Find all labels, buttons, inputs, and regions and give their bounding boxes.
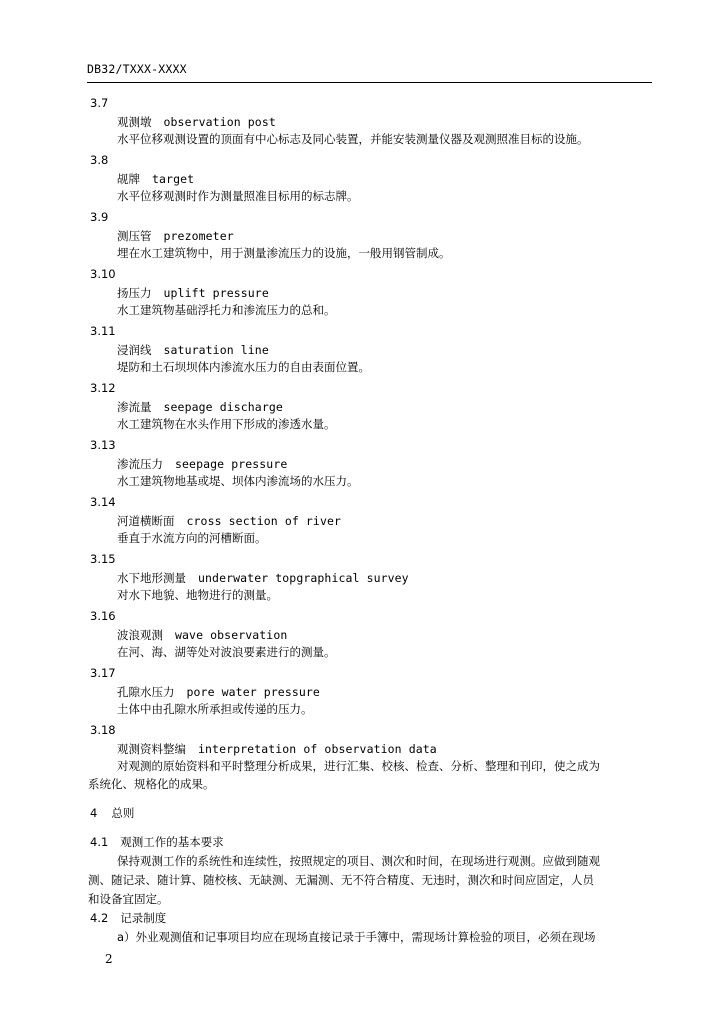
term — [117, 684, 320, 700]
term — [117, 228, 234, 244]
term-cn: 扬压力 — [117, 286, 152, 300]
definition: 水平位移观测设置的顶面有中心标志及同心装置，并能安装测量仪器及观测照准目标的设施。 — [117, 132, 589, 146]
definition: 对水下地貌、地物进行的测量。 — [117, 588, 278, 602]
term — [117, 285, 269, 301]
term-cn: 孔隙水压力 — [117, 685, 175, 699]
paragraph-line: 保持观测工作的系统性和连续性，按照规定的项目、测次和时间，在现场进行观测。应做到随观 — [117, 854, 600, 868]
term — [117, 399, 283, 415]
clause-number: 3.9 — [90, 210, 109, 224]
term — [117, 570, 409, 586]
term — [117, 741, 437, 757]
definition: 堤防和土石坝坝体内渗流水压力的自由表面位置。 — [117, 360, 370, 374]
definition: 在河、海、湖等处对波浪要素进行的测量。 — [117, 645, 336, 659]
definition: 水工建筑物在水头作用下形成的渗透水量。 — [117, 417, 336, 431]
clause-number: 3.12 — [90, 381, 116, 395]
term-cn: 波浪观测 — [117, 628, 163, 642]
term-cn: 渗流压力 — [117, 457, 163, 471]
term-en: underwater topgraphical survey — [198, 571, 409, 585]
term-cn: 测压管 — [117, 229, 152, 243]
clause-number: 3.15 — [90, 552, 116, 566]
term — [117, 114, 276, 130]
term-cn: 观测资料整编 — [117, 742, 186, 756]
clause-number: 3.14 — [90, 495, 116, 509]
subsection-title: 观测工作的基本要求 — [120, 835, 224, 849]
term-cn: 水下地形测量 — [117, 571, 186, 585]
term-cn: 观测墩 — [117, 115, 152, 129]
standard-code: DB32/TXXX-XXXX — [87, 62, 187, 76]
term-en: target — [152, 172, 195, 186]
term-en: saturation line — [163, 343, 269, 357]
term-en: observation post — [163, 115, 276, 129]
term-en: pore water pressure — [186, 685, 320, 699]
subsection-heading — [90, 834, 224, 850]
page-number: 2 — [105, 952, 113, 966]
subsection-title: 记录制度 — [120, 911, 167, 925]
term — [117, 456, 287, 472]
definition: 对观测的原始资料和平时整理分析成果，进行汇集、校核、检查、分析、整理和刊印，使之成为 — [117, 759, 600, 773]
definition: 水工建筑物地基或堤、坝体内渗流场的水压力。 — [117, 474, 359, 488]
clause-number: 3.16 — [90, 609, 116, 623]
term — [117, 627, 287, 643]
clause-number: 3.11 — [90, 324, 116, 338]
term — [117, 513, 341, 529]
subsection-heading — [90, 910, 166, 926]
term-en: interpretation of observation data — [198, 742, 437, 756]
paragraph-line: 和设备宜固定。 — [88, 892, 169, 906]
clause-number: 3.18 — [90, 723, 116, 737]
definition: 水平位移观测时作为测量照准目标用的标志牌。 — [117, 189, 359, 203]
term-en: seepage discharge — [163, 400, 283, 414]
clause-number: 3.7 — [90, 96, 109, 110]
term-cn: 浸润线 — [117, 343, 152, 357]
definition: 垂直于水流方向的河槽断面。 — [117, 531, 267, 545]
term-en: seepage pressure — [175, 457, 288, 471]
section-number: 4 — [90, 806, 98, 820]
term — [117, 171, 194, 187]
subsection-number: 4.1 — [90, 835, 109, 849]
definition-continued: 系统化、规格化的成果。 — [88, 777, 215, 791]
subsection-number: 4.2 — [90, 911, 109, 925]
term-cn: 河道横断面 — [117, 514, 175, 528]
clause-number: 3.10 — [90, 267, 116, 281]
term-en: cross section of river — [186, 514, 342, 528]
clause-number: 3.8 — [90, 153, 109, 167]
definition: 埋在水工建筑物中，用于测量渗流压力的设施，一般用钢管制成。 — [117, 246, 451, 260]
clause-number: 3.13 — [90, 438, 116, 452]
list-item: a）外业观测值和记事项目均应在现场直接记录于手簿中，需现场计算检验的项目，必须在现场 — [117, 930, 596, 944]
paragraph-line: 测、随记录、随计算、随校核、无缺测、无漏测、无不符合精度、无违时，测次和时间应固定，人员 — [88, 873, 594, 887]
term-cn: 觇牌 — [117, 172, 140, 186]
definition: 土体中由孔隙水所承担或传递的压力。 — [117, 702, 313, 716]
term-en: wave observation — [175, 628, 288, 642]
term-cn: 渗流量 — [117, 400, 152, 414]
clause-number: 3.17 — [90, 666, 116, 680]
term-en: uplift pressure — [163, 286, 269, 300]
definition: 水工建筑物基础浮托力和渗流压力的总和。 — [117, 303, 336, 317]
term — [117, 342, 269, 358]
term-en: prezometer — [163, 229, 234, 243]
section-title: 总则 — [111, 806, 135, 820]
section-heading — [90, 805, 134, 821]
header-rule — [87, 82, 652, 83]
